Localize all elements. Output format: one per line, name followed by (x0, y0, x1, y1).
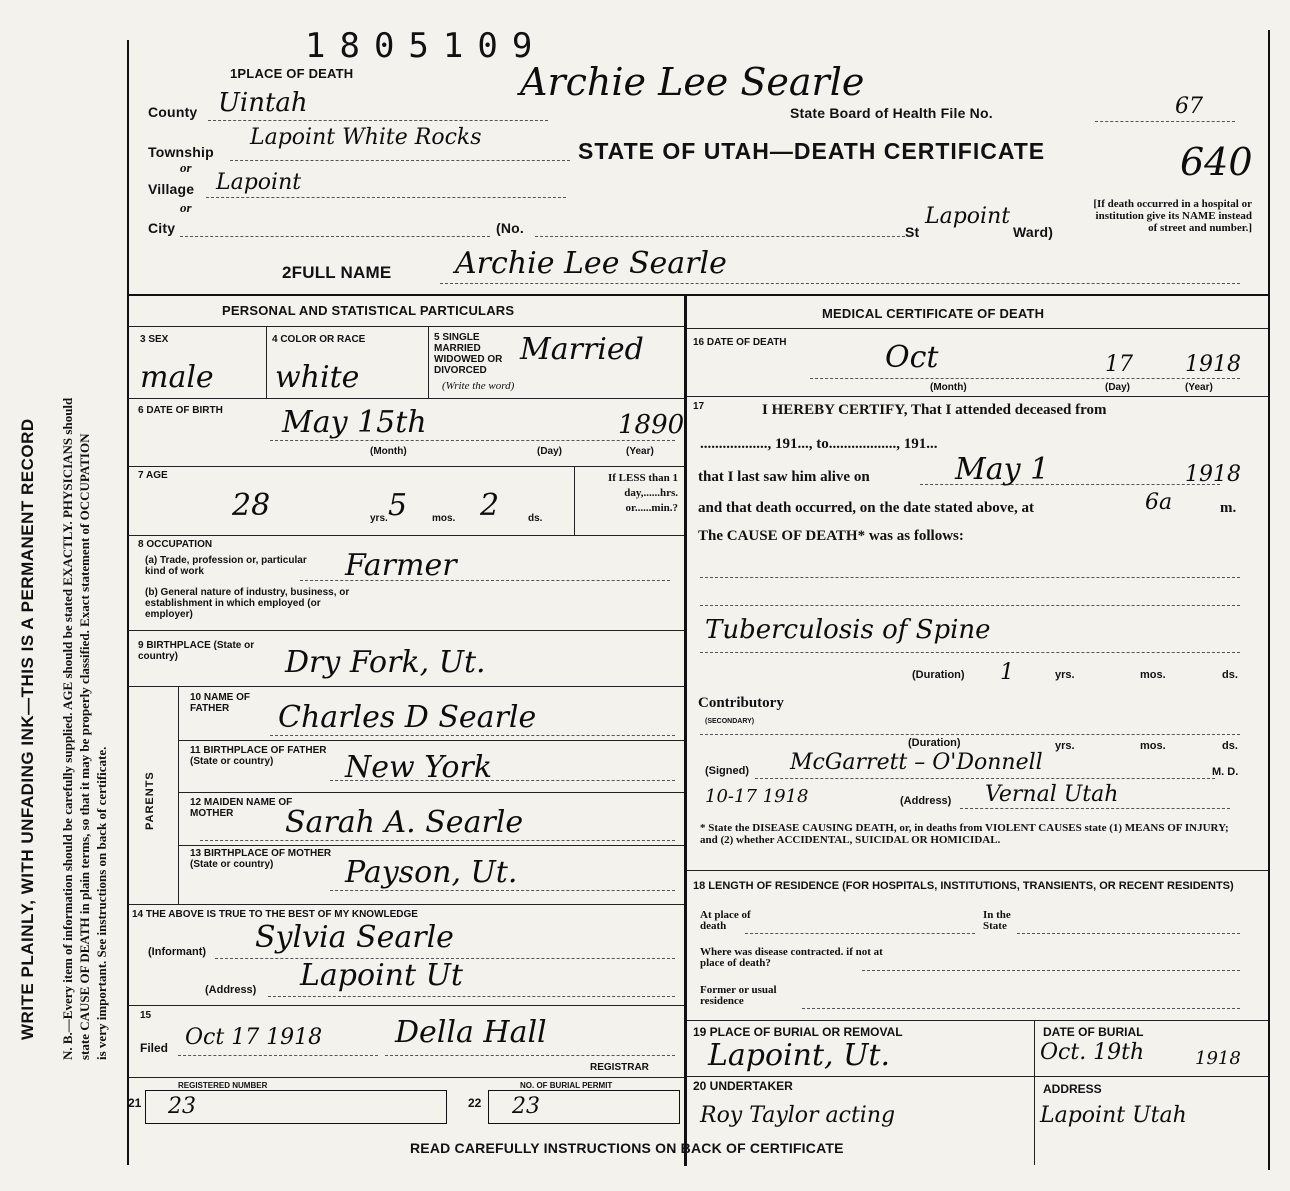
dod-day-label: (Day) (1105, 382, 1131, 393)
side-instruction-line-3: is very important. See instructions on back of certificate. (94, 746, 109, 1060)
cert-number: 640 (1180, 140, 1253, 184)
form-left-border (127, 40, 129, 1165)
contributory-yrs: yrs. (1055, 740, 1075, 752)
certify-line: I HEREBY CERTIFY, That I attended deceased from (762, 402, 1107, 418)
at-place-label: At place of death (700, 909, 751, 932)
sign-date: 10-17 1918 (705, 786, 809, 807)
last-saw-label: that I last saw him alive on (698, 469, 870, 485)
section-top-rule (128, 294, 1268, 296)
last-saw-year: 1918 (1185, 462, 1241, 487)
color-value: white (275, 360, 360, 395)
medical-header: MEDICAL CERTIFICATE OF DEATH (822, 306, 1045, 321)
cert-title: STATE OF UTAH—DEATH CERTIFICATE (578, 138, 1046, 164)
attendance-dates: .................., 191..., to.................., 191... (700, 436, 938, 452)
dob-month-label: (Month) (370, 446, 407, 457)
dob-year: 1890 (618, 410, 685, 440)
ward-label: Ward) (1013, 224, 1054, 240)
contributory-label: Contributory (698, 695, 784, 711)
md-label: M. D. (1212, 766, 1239, 778)
street-no-label: (No. (496, 220, 525, 236)
doc-address-label: (Address) (900, 795, 952, 807)
marital-label: 5 SINGLE MARRIED WIDOWED OR DIVORCED (434, 332, 503, 376)
contributory-duration-label: (Duration) (908, 737, 961, 749)
undertaker-address-label: ADDRESS (1043, 1082, 1102, 1096)
contributory-mos: mos. (1140, 740, 1166, 752)
registrar-label: REGISTRAR (590, 1062, 649, 1073)
board-file-number: 67 (1175, 94, 1203, 119)
occurred-line: and that death occurred, on the date stated above, at (698, 500, 1034, 516)
filed-number: 15 (140, 1010, 152, 1021)
duration-ds: ds. (1222, 669, 1238, 681)
marital-note: (Write the word) (442, 380, 515, 392)
or-2: or (180, 200, 192, 215)
color-label: 4 COLOR OR RACE (272, 334, 366, 345)
informant-address-label: (Address) (205, 984, 257, 996)
sex-value: male (140, 360, 214, 395)
ds-label: ds. (528, 513, 543, 524)
street-value: Lapoint (925, 204, 1011, 229)
dod-month-label: (Month) (930, 382, 967, 393)
burial-year: 1918 (1195, 1048, 1241, 1069)
duration-value: 1 (1000, 660, 1014, 685)
burial-permit-label: NO. OF BURIAL PERMIT (520, 1081, 613, 1090)
dod-month: Oct (885, 340, 939, 375)
undertaker-address-value: Lapoint Utah (1040, 1103, 1187, 1128)
age-label: 7 AGE (138, 470, 168, 481)
dob-day-label: (Day) (537, 446, 563, 457)
last-saw-value: May 1 (955, 452, 1050, 487)
birthplace-value: Dry Fork, Ut. (285, 645, 486, 680)
file-stamp-number: 1805109 (305, 26, 547, 66)
hospital-note: [If death occurred in a hospital or institution give its NAME instead of street and number.] (1093, 198, 1252, 234)
cause-line: The CAUSE OF DEATH* was as follows: (698, 528, 964, 544)
informant-value: Sylvia Searle (255, 920, 454, 955)
side-instruction-line-2: state CAUSE OF DEATH in plain terms, so that it may be properly classified. Exact statement of OCCUPATION (77, 433, 92, 1060)
or-1: or (180, 160, 192, 175)
county-value: Uintah (218, 88, 308, 118)
occupation-b-label: (b) General nature of industry, business, or establishment in which employed (or employer) (145, 587, 350, 620)
header-handwritten-name: Archie Lee Searle (520, 60, 865, 104)
father-value: Charles D Searle (278, 700, 537, 735)
form-right-border (1268, 30, 1270, 1170)
mother-value: Sarah A. Searle (285, 805, 524, 840)
certify-number: 17 (693, 401, 705, 412)
in-state-label: In the State (983, 909, 1011, 932)
age-days: 2 (480, 488, 500, 523)
secondary-label: (SECONDARY) (705, 718, 755, 725)
dod-label: 16 DATE OF DEATH (693, 337, 787, 348)
cause-of-death-value: Tuberculosis of Spine (705, 615, 991, 645)
age-months: 5 (388, 488, 408, 523)
filed-label: Filed (140, 1041, 169, 1055)
board-file-label: State Board of Health File No. (790, 105, 993, 121)
doc-address-value: Vernal Utah (985, 782, 1119, 807)
occupation-value: Farmer (345, 548, 457, 583)
dob-year-label: (Year) (626, 446, 654, 457)
st-label: St (905, 224, 920, 240)
occupation-a-label: (a) Trade, profession or, particular kind of work (145, 555, 307, 577)
burial-place-label: 19 PLACE OF BURIAL OR REMOVAL (693, 1025, 903, 1039)
county-label: County (148, 104, 198, 120)
less-than-note: If LESS than 1 day,......hrs. or......min.? (607, 472, 678, 514)
informant-address-value: Lapoint Ut (300, 958, 463, 993)
cause-footnote: * State the DISEASE CAUSING DEATH, or, in deaths from VIOLENT CAUSES state (1) MEANS OF INJURY; and (2) whether ACCIDENTAL, SUICIDAL OR HOMICIDAL. (700, 822, 1229, 846)
duration-mos: mos. (1140, 669, 1166, 681)
duration-yrs: yrs. (1055, 669, 1075, 681)
village-value: Lapoint (216, 170, 302, 195)
father-label: 10 NAME OF FATHER (190, 692, 251, 714)
age-years: 28 (232, 488, 271, 523)
contracted-label: Where was disease contracted. if not at place of death? (700, 946, 883, 969)
sex-label: 3 SEX (140, 334, 169, 345)
township-label: Township (148, 144, 214, 160)
dod-day: 17 (1105, 352, 1133, 377)
registrar-value: Della Hall (395, 1015, 547, 1050)
burial-permit: 23 (512, 1094, 540, 1119)
place-of-death-label: 1PLACE OF DEATH (230, 66, 354, 81)
side-instruction-main: WRITE PLAINLY, WITH UNFADING INK—THIS IS A PERMANENT RECORD (18, 418, 37, 1040)
yrs-label: yrs. (370, 513, 388, 524)
father-birthplace-value: New York (345, 750, 492, 785)
occupation-label: 8 OCCUPATION (138, 539, 213, 550)
marital-value: Married (520, 332, 644, 367)
mother-birthplace-label: 13 BIRTHPLACE OF MOTHER (State or country) (190, 848, 332, 870)
filed-value: Oct 17 1918 (185, 1025, 323, 1050)
mother-label: 12 MAIDEN NAME OF MOTHER (190, 797, 293, 819)
village-label: Village (148, 181, 195, 197)
center-divider (684, 296, 687, 1166)
registered-number-label: REGISTERED NUMBER (178, 1081, 268, 1090)
full-name-label: 2FULL NAME (282, 263, 392, 282)
dod-year: 1918 (1185, 352, 1241, 377)
footer-instructions: READ CAREFULLY INSTRUCTIONS ON BACK OF CERTIFICATE (410, 1140, 844, 1156)
meridiem-label: m. (1220, 500, 1237, 516)
burial-date-value: Oct. 19th (1040, 1040, 1145, 1065)
burial-place-value: Lapoint, Ut. (708, 1038, 890, 1073)
contributory-ds: ds. (1222, 740, 1238, 752)
personal-header: PERSONAL AND STATISTICAL PARTICULARS (222, 303, 515, 318)
former-residence-label: Former or usual residence (700, 984, 777, 1007)
township-value: Lapoint White Rocks (250, 125, 482, 150)
full-name-value: Archie Lee Searle (455, 246, 727, 281)
registered-number-prefix: 21 (128, 1096, 142, 1110)
burial-date-label: DATE OF BURIAL (1043, 1025, 1144, 1039)
signed-value: McGarrett – O'Donnell (790, 750, 1043, 775)
informant-label: (Informant) (148, 946, 207, 958)
side-instruction-line-1: N. B.—Every item of information should be carefully supplied. AGE should be stated EXACTLY. PHYSICIANS should (60, 397, 75, 1060)
knowledge-label: 14 THE ABOVE IS TRUE TO THE BEST OF MY KNOWLEDGE (132, 909, 418, 920)
duration-label: (Duration) (912, 669, 965, 681)
dod-year-label: (Year) (1185, 382, 1213, 393)
city-label: City (148, 220, 176, 236)
registered-number: 23 (168, 1094, 196, 1119)
parents-label: PARENTS (144, 771, 156, 830)
signed-label: (Signed) (705, 765, 749, 777)
undertaker-label: 20 UNDERTAKER (693, 1079, 793, 1093)
burial-permit-prefix: 22 (468, 1096, 482, 1110)
mos-label: mos. (432, 513, 456, 524)
residence-label: 18 LENGTH OF RESIDENCE (FOR HOSPITALS, INSTITUTIONS, TRANSIENTS, OR RECENT RESIDENTS) (693, 880, 1234, 892)
birthplace-label: 9 BIRTHPLACE (State or country) (138, 640, 255, 662)
mother-birthplace-value: Payson, Ut. (345, 855, 518, 890)
undertaker-value: Roy Taylor acting (700, 1103, 896, 1128)
dob-value: May 15th (282, 405, 427, 440)
occurred-time: 6a (1145, 490, 1173, 515)
dob-label: 6 DATE OF BIRTH (138, 405, 223, 416)
father-birthplace-label: 11 BIRTHPLACE OF FATHER (State or country) (190, 745, 327, 767)
